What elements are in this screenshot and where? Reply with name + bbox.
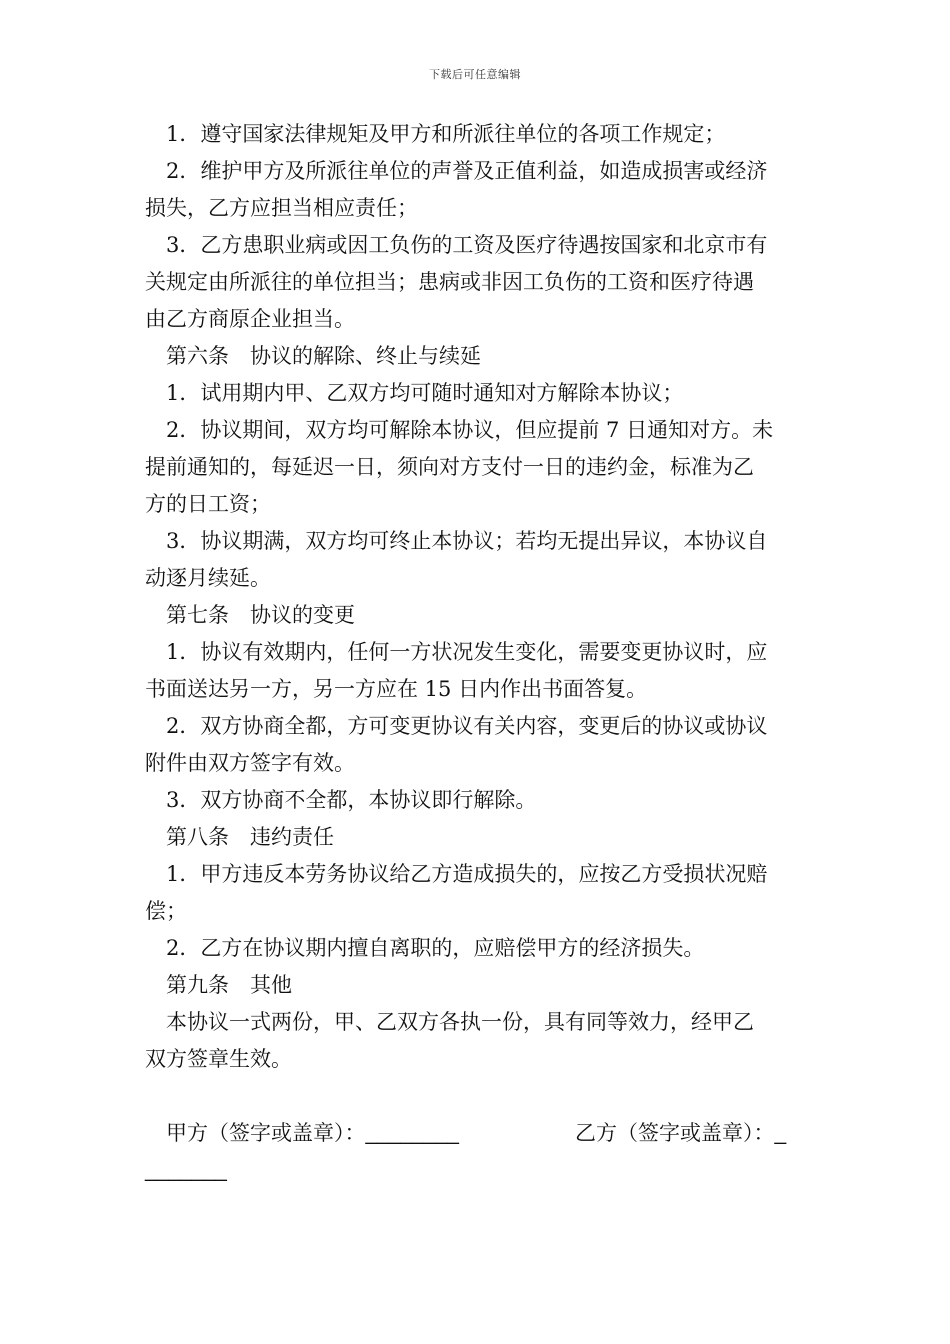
text-line: 2．协议期间，双方均可解除本协议，但应提前 7 日通知对方。未 [166, 418, 774, 442]
document-body [145, 116, 807, 1078]
party-a-blank: ________ [365, 1122, 459, 1145]
text-line: 3．协议期满，双方均可终止本协议；若均无提出异议，本协议自 [166, 529, 768, 553]
text-line: 第九条 其他 [166, 973, 292, 997]
party-a-signature [166, 1115, 459, 1152]
page-header: 下载后可任意编辑 [429, 68, 521, 81]
text-line: 3．双方协商不全都，本协议即行解除。 [166, 788, 537, 812]
text-line: 动逐月续延。 [145, 566, 271, 590]
text-line: 第八条 违约责任 [166, 825, 334, 849]
text-line: 损失，乙方应担当相应责任； [145, 196, 418, 220]
text-line: 提前通知的，每延迟一日，须向对方支付一日的违约金，标准为乙 [145, 455, 754, 479]
text-line: 附件由双方签字有效。 [145, 751, 355, 775]
party-b-blank-continued [145, 1152, 227, 1189]
text-line: 第七条 协议的变更 [166, 603, 355, 627]
text-line: 2．双方协商全都，方可变更协议有关内容，变更后的协议或协议 [166, 714, 768, 738]
text-line: 1．试用期内甲、乙双方均可随时通知对方解除本协议； [166, 381, 684, 405]
text-line: 第六条 协议的解除、终止与续延 [166, 344, 481, 368]
party-b-blank: _ [774, 1122, 787, 1145]
text-line: 方的日工资； [145, 492, 271, 516]
party-b-signature [575, 1115, 786, 1152]
text-line: 1．甲方违反本劳务协议给乙方造成损失的，应按乙方受损状况赔 [166, 862, 768, 886]
text-line: 2．维护甲方及所派往单位的声誉及正值利益，如造成损害或经济 [166, 159, 768, 183]
text-line: 书面送达另一方，另一方应在 15 日内作出书面答复。 [145, 677, 648, 701]
text-line: 3．乙方患职业病或因工负伤的工资及医疗待遇按国家和北京市有 [166, 233, 768, 257]
party-b-label: 乙方（签字或盖章）： [575, 1121, 775, 1145]
text-line: 关规定由所派往的单位担当；患病或非因工负伤的工资和医疗待遇 [145, 270, 754, 294]
text-line: 1．协议有效期内，任何一方状况发生变化，需要变更协议时，应 [166, 640, 768, 664]
text-line: 2．乙方在协议期内擅自离职的，应赔偿甲方的经济损失。 [166, 936, 705, 960]
text-line: 双方签章生效。 [145, 1047, 292, 1071]
text-line: 偿； [145, 899, 187, 923]
text-line: 本协议一式两份，甲、乙双方各执一份，具有同等效力，经甲乙 [166, 1010, 754, 1034]
party-b-blank-cont: _______ [145, 1159, 227, 1182]
text-line: 1．遵守国家法律规矩及甲方和所派往单位的各项工作规定； [166, 122, 726, 146]
party-a-label: 甲方（签字或盖章）： [166, 1121, 366, 1145]
text-line: 由乙方商原企业担当。 [145, 307, 355, 331]
